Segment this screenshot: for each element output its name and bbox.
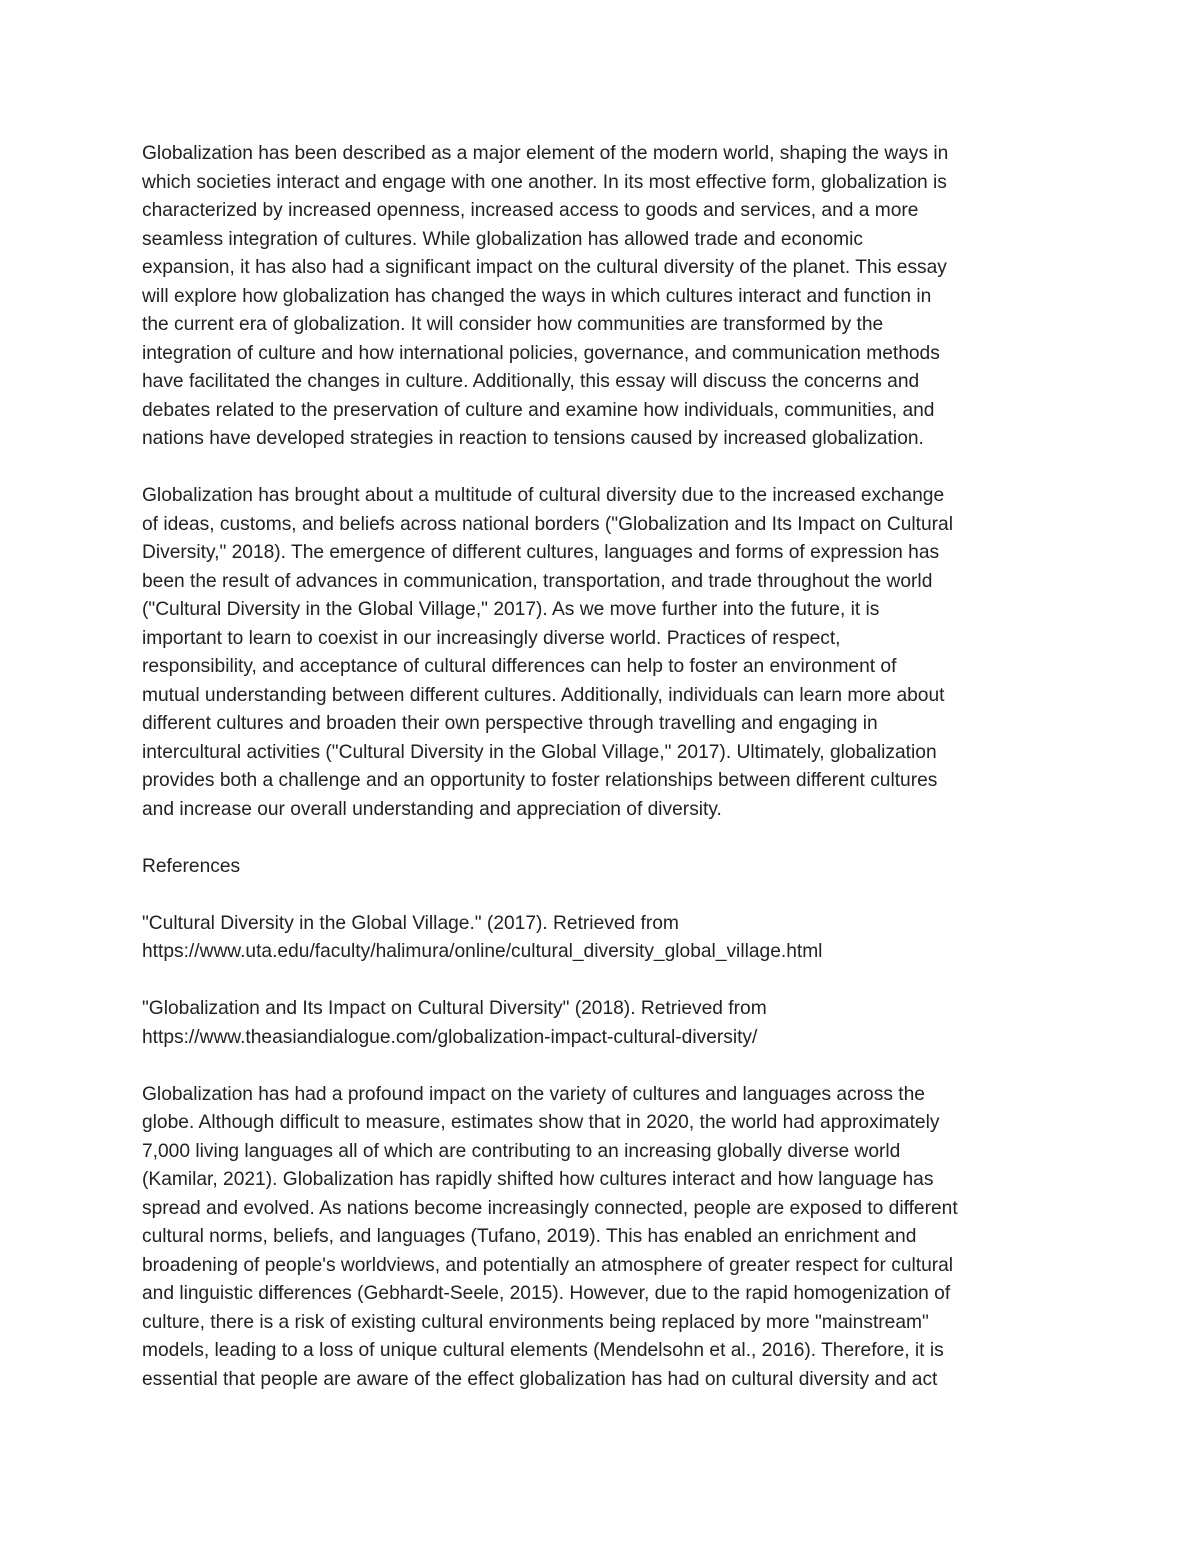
text-line: Globalization has brought about a multitude of cultural diversity due to the increased exchange bbox=[142, 485, 945, 506]
text-line: responsibility, and acceptance of cultural differences can help to foster an environment of bbox=[142, 656, 897, 677]
text-line: the current era of globalization. It will consider how communities are transformed by the bbox=[142, 314, 884, 335]
text-line: characterized by increased openness, increased access to goods and services, and a more bbox=[142, 200, 919, 221]
reference-url: https://www.theasiandialogue.com/globalization-impact-cultural-diversity/ bbox=[142, 1026, 758, 1048]
document-body bbox=[142, 140, 1062, 1423]
text-line: different cultures and broaden their own perspective through travelling and engaging in bbox=[142, 713, 878, 734]
text-line: spread and evolved. As nations become increasingly connected, people are exposed to different bbox=[142, 1197, 958, 1219]
text-line: of ideas, customs, and beliefs across national borders ("Globalization and Its Impact on Cultural bbox=[142, 513, 953, 535]
text-line: models, leading to a loss of unique cultural elements (Mendelsohn et al., 2016). Therefore, it is bbox=[142, 1340, 944, 1361]
intro-paragraph bbox=[142, 140, 1062, 454]
text-line: 7,000 living languages all of which are contributing to an increasing globally diverse world bbox=[142, 1140, 901, 1162]
text-line: Globalization has been described as a major element of the modern world, shaping the ways in bbox=[142, 143, 949, 164]
text-line: which societies interact and engage with one another. In its most effective form, globalization is bbox=[142, 171, 947, 193]
text-line: ("Cultural Diversity in the Global Village," 2017). As we move further into the future, it is bbox=[142, 599, 880, 620]
text-line: Globalization has had a profound impact on the variety of cultures and languages across the bbox=[142, 1083, 925, 1105]
text-line: References bbox=[142, 855, 241, 877]
text-line: nations have developed strategies in reaction to tensions caused by increased globalization. bbox=[142, 428, 924, 449]
text-line: culture, there is a risk of existing cultural environments being replaced by more "mainstream" bbox=[142, 1311, 929, 1333]
reference-url: https://www.uta.edu/faculty/halimura/online/cultural_diversity_global_village.html bbox=[142, 941, 823, 962]
text-line: intercultural activities ("Cultural Diversity in the Global Village," 2017). Ultimately, globalization bbox=[142, 741, 937, 763]
text-line: broadening of people's worldviews, and potentially an atmosphere of greater respect for cultural bbox=[142, 1254, 954, 1276]
text-line: seamless integration of cultures. While globalization has allowed trade and economic bbox=[142, 228, 863, 250]
text-line: have facilitated the changes in culture. Additionally, this essay will discuss the concerns and bbox=[142, 371, 920, 392]
text-line: "Cultural Diversity in the Global Village." (2017). Retrieved from bbox=[142, 912, 679, 934]
text-line: (Kamilar, 2021). Globalization has rapidly shifted how cultures interact and how language has bbox=[142, 1169, 934, 1190]
text-line: important to learn to coexist in our increasingly diverse world. Practices of respect, bbox=[142, 627, 841, 649]
reference-entry-2 bbox=[142, 995, 1062, 1052]
text-line: globe. Although difficult to measure, estimates show that in 2020, the world had approximately bbox=[142, 1112, 940, 1133]
references-heading bbox=[142, 853, 1062, 882]
text-line: and linguistic differences (Gebhardt-Seele, 2015). However, due to the rapid homogenization of bbox=[142, 1283, 951, 1304]
reference-entry-1 bbox=[142, 910, 1062, 967]
text-line: cultural norms, beliefs, and languages (Tufano, 2019). This has enabled an enrichment and bbox=[142, 1226, 917, 1247]
body-paragraph-3 bbox=[142, 1081, 1062, 1395]
text-line: "Globalization and Its Impact on Cultural Diversity" (2018). Retrieved from bbox=[142, 998, 767, 1019]
body-paragraph-2 bbox=[142, 482, 1062, 824]
text-line: essential that people are aware of the effect globalization has had on cultural diversity and act bbox=[142, 1368, 938, 1390]
text-line: provides both a challenge and an opportunity to foster relationships between different cultures bbox=[142, 770, 938, 791]
text-line: Diversity," 2018). The emergence of different cultures, languages and forms of expression has bbox=[142, 542, 940, 563]
text-line: mutual understanding between different cultures. Additionally, individuals can learn more about bbox=[142, 684, 945, 706]
text-line: expansion, it has also had a significant impact on the cultural diversity of the planet. This essay bbox=[142, 257, 947, 278]
text-line: will explore how globalization has changed the ways in which cultures interact and function in bbox=[142, 285, 932, 307]
text-line: debates related to the preservation of culture and examine how individuals, communities, and bbox=[142, 399, 935, 421]
text-line: been the result of advances in communication, transportation, and trade throughout the world bbox=[142, 570, 933, 592]
text-line: and increase our overall understanding and appreciation of diversity. bbox=[142, 798, 722, 820]
text-line: integration of culture and how international policies, governance, and communication methods bbox=[142, 342, 940, 364]
